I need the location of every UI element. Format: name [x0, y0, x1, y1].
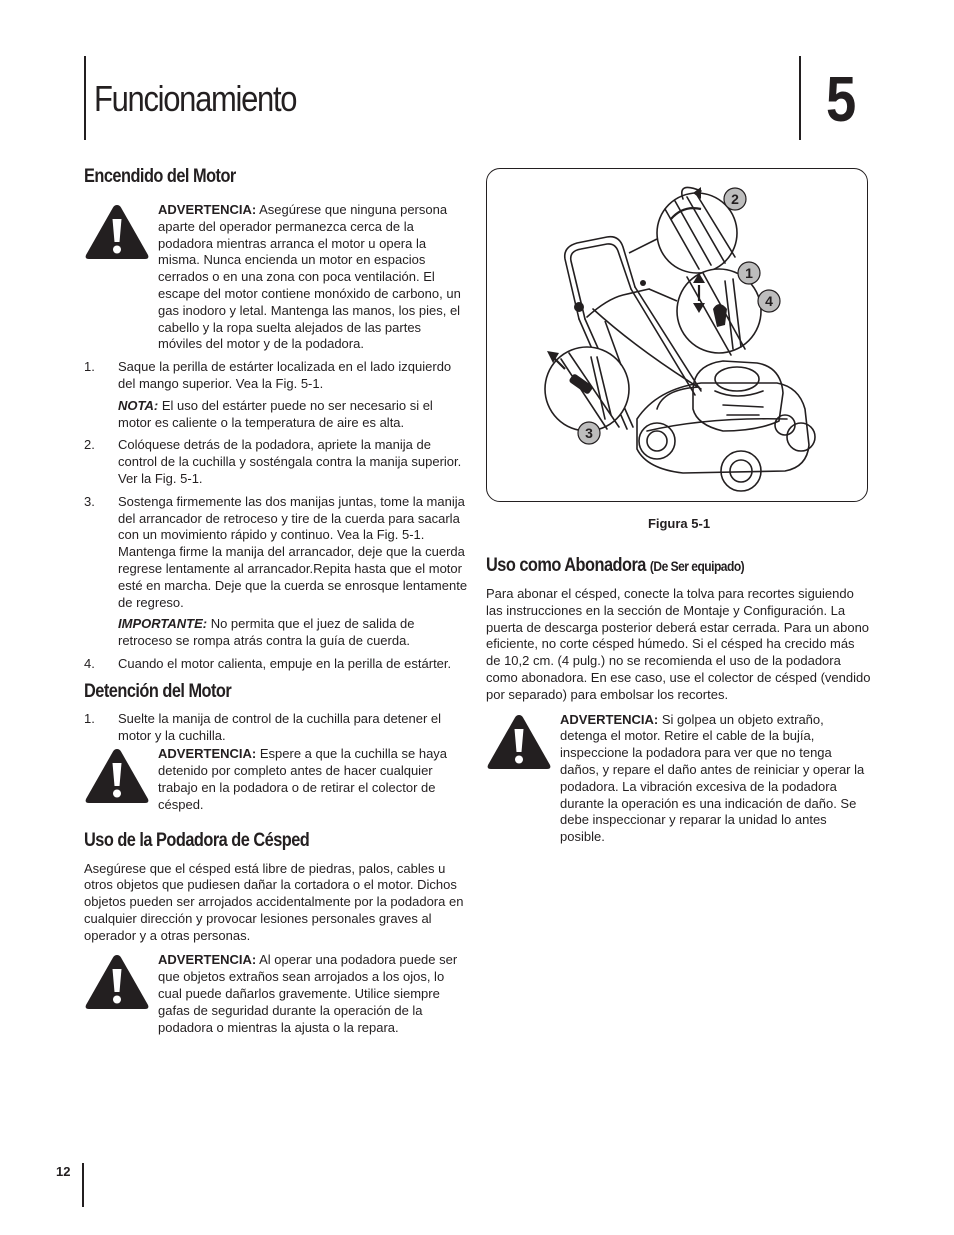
- chapter-number: 5: [826, 63, 857, 135]
- figure-caption: Figura 5-1: [647, 516, 711, 531]
- warning-triangle-icon: [84, 952, 150, 1036]
- step-note: [118, 616, 468, 650]
- left-column: [84, 166, 468, 1036]
- header-rule-right: [799, 56, 801, 140]
- using-paragraph: Asegúrese que el césped está libre de piedras, palos, cables u otros objetos que pudiesen dañar la cortadora o el motor. Dichos objetos pueden ser arrojados accidentalmente por la podadora en cualquier dirección y provocar lesiones personales graves al operador y a otras personas.: [84, 860, 464, 943]
- list-item: [84, 494, 468, 650]
- note-label: NOTA:: [118, 397, 159, 413]
- step-note: [118, 398, 468, 432]
- callout-1: 1: [745, 265, 753, 281]
- mulching-heading-text: Uso como Abonadora: [486, 555, 646, 576]
- note-text: No permita que el juez de salida de retroceso se rompa atrás contra la guía de cuerda.: [118, 616, 415, 649]
- mulching-heading-suffix: (De Ser equipado): [649, 558, 745, 574]
- warning-text: Espere a que la cuchilla se haya detenido por completo antes de hacer cualquier trabajo en la podadora o de retirar el colector de césped.: [158, 746, 448, 812]
- right-column: [486, 168, 872, 846]
- list-item: [84, 711, 468, 745]
- step-number: 1.: [84, 359, 95, 375]
- callout-3: 3: [585, 425, 593, 441]
- warning-starting: [84, 202, 468, 353]
- starting-steps: [84, 359, 468, 673]
- figure-5-1: [486, 168, 868, 502]
- warning-label: ADVERTENCIA:: [158, 746, 257, 762]
- header-rule-left: [84, 56, 86, 140]
- section-heading-mulching: [486, 555, 818, 577]
- section-heading-stopping: Detención del Motor: [84, 680, 232, 702]
- warning-mulching: [486, 712, 872, 846]
- step-number: 1.: [84, 710, 95, 726]
- step-text: Suelte la manija de control de la cuchilla para detener el motor y la cuchilla.: [118, 710, 442, 743]
- warning-stopping: [84, 746, 468, 813]
- warning-triangle-icon: [486, 712, 552, 846]
- warning-label: ADVERTENCIA:: [158, 952, 257, 968]
- list-item: [84, 359, 468, 431]
- section-heading-using: Uso de la Podadora de Césped: [84, 829, 310, 851]
- step-number: 4.: [84, 655, 95, 671]
- callout-2: 2: [731, 191, 739, 207]
- step-text: Cuando el motor calienta, empuje en la perilla de estárter.: [118, 655, 452, 671]
- stopping-steps: [84, 711, 468, 745]
- callout-4: 4: [765, 293, 773, 309]
- mulching-paragraph: Para abonar el césped, conecte la tolva para recortes siguiendo las instrucciones en la sección de Montaje y Configuración. La puerta de descarga posterior deberá estar cerrada. Para un abono eficiente, no corte césped húmedo. Si el césped ha crecido más de 10,2 cm. (4 pulg.) no se recomienda el uso de la podadora como abonadora. En ese caso, use el colector de césped (vendido por separado) para embolsar los recortes.: [486, 586, 871, 702]
- step-text: Sostenga firmemente las dos manijas juntas, tome la manija del arrancador de retroceso y tire de la cuerda para sacarla con un movimiento rápido y continuo. Vea la Fig. 5-1. Mantenga firme la manija del arrancador, deje que la cuerda regrese lentamente al arrancador.Repita hasta que el motor esté en marcha. Deje que la cuerda se enrosque lentamente de regreso.: [118, 493, 468, 610]
- chapter-title: Funcionamiento: [94, 78, 297, 119]
- step-text: Colóquese detrás de la podadora, apriete la manija de control de la cuchilla y sosténgala contra la manija superior. Ver la Fig. 5-1.: [118, 437, 462, 486]
- page-number: 12: [56, 1164, 71, 1179]
- warning-text: Si golpea un objeto extraño, detenga el motor. Retire el cable de la bujía, inspeccione la podadora para ver que no tenga daños, y repare el daño antes de reiniciar y operar la podadora. La vibración excesiva de la podadora durante la operación es una indicación de daño. Se debe inspeccionar y reparar la unidad lo antes posible.: [560, 711, 865, 845]
- warning-text: Al operar una podadora puede ser que objetos extraños sean arrojados a los ojos, lo cual puede dañarlos gravemente. Utilice siempre gafas de seguridad durante la operación de la podadora o mientras la ajusta o la repara.: [158, 952, 458, 1035]
- warning-triangle-icon: [84, 202, 150, 353]
- step-number: 3.: [84, 493, 95, 509]
- step-text: Saque la perilla de estárter localizada en el lado izquierdo del mango superior. Vea la Fig. 5-1.: [118, 359, 452, 391]
- note-text: El uso del estárter puede no ser necesario si el motor es caliente o la temperatura de aire es alta.: [118, 397, 433, 430]
- warning-triangle-icon: [84, 746, 150, 813]
- list-item: [84, 437, 468, 487]
- section-heading-starting: Encendido del Motor: [84, 166, 236, 187]
- warning-text: Asegúrese que ninguna persona aparte del operador permanezca cerca de la podadora mientras arranca el motor u opera la misma. Nunca encienda un motor en espacios cerrados o en una zona con poca ventilación. El escape del motor contiene monóxido de carbono, un gas inodoro y letal. Mantenga las manos, los pies, el cabello y la ropa suelta alejados de las partes móviles del motor y de la podadora.: [158, 202, 461, 352]
- warning-using: [84, 952, 468, 1036]
- note-label: IMPORTANTE:: [118, 616, 208, 632]
- warning-label: ADVERTENCIA:: [158, 202, 257, 217]
- lawn-mower-illustration: [487, 169, 868, 502]
- footer-rule: [82, 1163, 84, 1207]
- list-item: [84, 656, 468, 673]
- step-number: 2.: [84, 437, 95, 453]
- warning-label: ADVERTENCIA:: [560, 711, 659, 727]
